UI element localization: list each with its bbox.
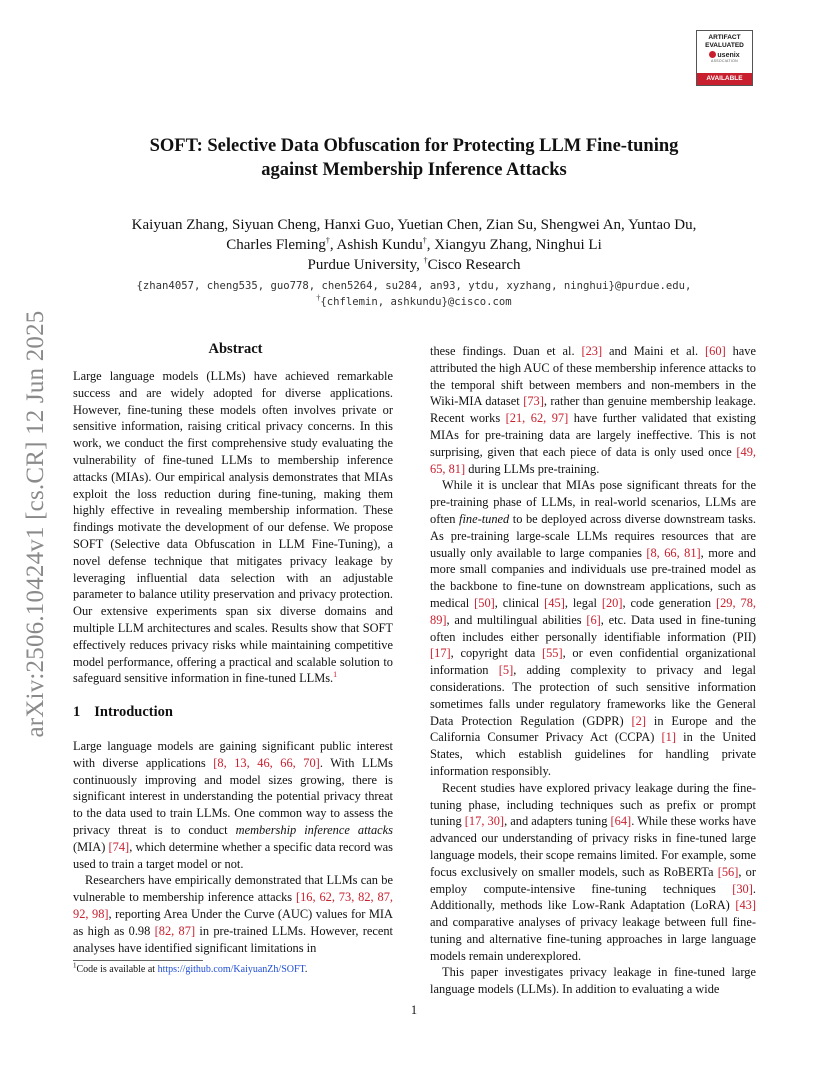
- badge-available-label: AVAILABLE: [697, 73, 752, 85]
- right-paragraph-1: [430, 343, 756, 477]
- citation-link[interactable]: [8, 13, 46, 66, 70]: [213, 755, 320, 770]
- text: in the United States, which establish guidelines for handling private information responsibly.: [430, 730, 756, 778]
- abstract-text-a: Large language models (LLMs) have achieved remarkable success and are widely adopted for diverse applications. However, fine-tuning these models often involves private or sensitive information, raising critical privacy concerns. In this work, we conduct the first comprehensive study evaluating the vulnerability of fine-tuned LLMs to membership inference attacks (MIAs). Our empirical analysis demonstrates that MIAs exploit the loss reduction during fine-tuning, making them highly effective in revealing membership information. These findings motivate the development of our defense. We propose: [73, 369, 393, 535]
- right-paragraph-2: [430, 477, 756, 779]
- footnote-text: Code is available at: [76, 964, 158, 975]
- badge-association: ASSOCIATION: [711, 59, 738, 63]
- footnote-rule: [73, 960, 203, 961]
- soft-expansion: (Selective data Obfuscation in LLM Fine-Tuning): [110, 536, 378, 551]
- citation-link[interactable]: [49, 65, 81]: [430, 444, 756, 476]
- citation-link[interactable]: [2]: [631, 713, 646, 728]
- citation-link[interactable]: [43]: [735, 898, 756, 913]
- text: , rather than genuine membership leakage. Recent works: [430, 394, 756, 426]
- text: Researchers have empirically demonstrated that LLMs can be vulnerable to membership inference attacks: [73, 873, 393, 905]
- soft-name: SOFT: [73, 536, 104, 551]
- text: to be deployed across diverse downstream tasks. As pre-training large-scale LLMs requires resources that are usually only available to large companies: [430, 511, 757, 560]
- section-number: 1: [73, 704, 81, 720]
- text: , clinical: [494, 595, 545, 610]
- abstract-paragraph: [73, 368, 393, 687]
- citation-link[interactable]: [17]: [430, 646, 451, 661]
- artifact-evaluated-badge: [696, 30, 753, 86]
- text: , more and more small companies and individuals use pre-trained model as the backbone to fine-tune on downstream applications, such as medical: [430, 545, 756, 610]
- authors-rest: , Xiangyu Zhang, Ninghui Li: [426, 237, 602, 253]
- citation-link[interactable]: [60]: [705, 344, 726, 358]
- affiliation-purdue: Purdue University,: [307, 257, 424, 273]
- abstract-heading: Abstract: [208, 341, 263, 357]
- authors-line-2: [90, 235, 738, 255]
- text: , or employ compute-intensive fine-tuning techniques: [430, 864, 756, 896]
- text: have further validated that existing MIAs for pre-training data are largely ineffective. This is not surprising, given that each piece of data is only used once: [430, 411, 756, 459]
- footnote: [73, 963, 398, 976]
- abstract-body: [73, 368, 393, 687]
- text: . Additionally, methods like Low-Rank Adaptation (LoRA): [430, 881, 756, 913]
- text: , code generation: [622, 595, 716, 610]
- email-block: [90, 278, 738, 310]
- text: have attributed the high AUC of these membership inference attacks to the temporal shift between members and non-members in the Wiki-MIA dataset: [430, 344, 756, 409]
- affiliations: [90, 255, 738, 275]
- citation-link[interactable]: [1]: [661, 730, 676, 745]
- citation-link[interactable]: [29, 78, 89]: [430, 595, 756, 627]
- citation-link[interactable]: [17, 30]: [464, 814, 505, 829]
- text: . While these works have advanced our understanding of privacy risks in fine-tuned large language models, their scope remains limited. For example, some focus exclusively on smaller models, such as RoBERTa: [430, 814, 756, 879]
- text: and comparative analyses of privacy leakage between full fine-tuning and alternative fine-tuning approaches in large language models remain underexplored.: [430, 915, 756, 963]
- intro-body-left: [73, 738, 393, 956]
- badge-line2: EVALUATED: [705, 42, 744, 49]
- citation-link[interactable]: [23]: [581, 344, 603, 358]
- dagger-mark: †: [422, 236, 427, 245]
- dagger-mark: †: [423, 256, 428, 265]
- citation-link[interactable]: [30]: [732, 881, 753, 896]
- text: , reporting Area Under the Curve (AUC) values for MIA as high as 0.98: [73, 906, 393, 938]
- section-heading-introduction: [73, 704, 187, 721]
- emphasis: fine-tuned: [459, 511, 510, 526]
- usenix-logo: [697, 51, 752, 59]
- citation-link[interactable]: [45]: [544, 595, 565, 610]
- citation-link[interactable]: [64]: [610, 814, 632, 829]
- affiliation-cisco: Cisco Research: [427, 257, 521, 273]
- email-line-1: {zhan4057, cheng535, guo778, chen5264, su284, an93, ytdu, xyzhang, ninghui}@purdue.edu,: [136, 280, 692, 292]
- author-kundu: , Ashish Kundu: [329, 237, 423, 253]
- intro-paragraph-1: [73, 738, 393, 872]
- citation-link[interactable]: [50]: [474, 595, 495, 610]
- dagger-mark: †: [316, 293, 321, 303]
- text: in pre-trained LLMs. However, recent analyses have identified significant limitations in: [73, 923, 393, 955]
- footnote-end: .: [304, 964, 308, 975]
- citation-link[interactable]: [55]: [541, 646, 563, 661]
- text: , and adapters tuning: [504, 814, 611, 829]
- citation-link[interactable]: [5]: [498, 663, 514, 678]
- text: , or even confidential organizational information: [430, 646, 756, 678]
- citation-link[interactable]: [74]: [108, 839, 130, 854]
- text: , and multilingual abilities: [446, 612, 587, 627]
- citation-link[interactable]: [16, 62, 73, 82, 87, 92, 98]: [73, 890, 393, 921]
- text: . With LLMs continuously improving and model sizes growing, there is significant interest in understanding the potential privacy threat to the data used to train LLMs. One common way to assess the privacy threat is to conduct: [73, 755, 394, 837]
- text: While it is unclear that MIAs pose significant threats for the pre-training phase of LLMs, in real-world scenarios, LLMs are often: [430, 478, 756, 526]
- emphasis: membership inference attacks: [235, 822, 393, 837]
- email-line-2-text: {chflemin, ashkundu}@cisco.com: [320, 296, 512, 308]
- text: , adding complexity to privacy and legal considerations. The protection of such sensitive information sometimes falls under regulatory frameworks like the General Data Protection Regulation (GDPR): [430, 663, 756, 728]
- text: , which determine whether a specific data record was used to train a target model or not.: [73, 839, 393, 871]
- text: in Europe and the California Consumer Privacy Act (CCPA): [430, 713, 756, 745]
- intro-paragraph-2: [73, 872, 393, 956]
- paper-title: [90, 134, 738, 182]
- usenix-dot-icon: [709, 51, 716, 58]
- citation-link[interactable]: [6]: [586, 612, 601, 627]
- code-repository-link[interactable]: https://github.com/KaiyuanZh/SOFT: [157, 964, 305, 975]
- text: and Maini et al.: [602, 344, 706, 358]
- citation-link[interactable]: [8, 66, 81]: [646, 545, 701, 560]
- text: , etc. Data used in fine-tuning often includes either personally identifiable information (PII): [430, 612, 756, 644]
- soft-name: SOFT: [362, 620, 393, 635]
- section-title: Introduction: [94, 704, 173, 720]
- text: , legal: [564, 595, 602, 610]
- text: Large language models are gaining significant public interest with diverse applications: [73, 739, 393, 770]
- badge-line1: ARTIFACT: [708, 34, 741, 41]
- usenix-logo-text: usenix: [717, 52, 740, 59]
- text: (MIA): [73, 839, 109, 854]
- text: Recent studies have explored privacy leakage during the fine-tuning phase, including techniques such as prefix or prompt tuning: [430, 780, 756, 829]
- abstract-text-c: effectively reduces privacy risks while maintaining competitive model performance, offering a practical and scalable solution to safeguard sensitive information in fine-tuned LLMs.: [73, 637, 393, 686]
- abstract-text-b: , a novel defense technique that mitigates privacy leakage by leveraging influential data selection with an adjustable parameter to balance utility preservation and privacy protection. Our extensive experiments span six diverse domains and multiple LLM architectures and scales. Results show that: [73, 536, 394, 635]
- title-line-2: against Membership Inference Attacks: [261, 160, 567, 180]
- text: , copyright data: [450, 646, 542, 661]
- title-line-1: SOFT: Selective Data Obfuscation for Protecting LLM Fine-tuning: [149, 136, 679, 156]
- right-paragraph-4: This paper investigates privacy leakage in fine-tuned large language models (LLMs). In addition to evaluating a wide: [430, 965, 756, 997]
- page-number: 1: [410, 1003, 418, 1017]
- author-fleming: Charles Fleming: [226, 237, 326, 253]
- text: during LLMs pre-training.: [465, 461, 600, 476]
- authors-line-1: Kaiyuan Zhang, Siyuan Cheng, Hanxi Guo, Yuetian Chen, Zian Su, Shengwei An, Yuntao Du,: [131, 217, 697, 233]
- dagger-mark: †: [325, 236, 330, 245]
- citation-link[interactable]: [20]: [601, 595, 623, 610]
- author-block: [90, 215, 738, 275]
- citation-link[interactable]: [82, 87]: [154, 923, 196, 938]
- arxiv-identifier-stamp: [20, 302, 52, 746]
- email-line-2: [90, 294, 738, 310]
- right-column: [430, 343, 756, 998]
- footnote-number: 1: [73, 961, 77, 970]
- right-paragraph-3: [430, 780, 756, 965]
- footnote-marker[interactable]: 1: [333, 670, 338, 680]
- text: these findings. Duan et al.: [430, 344, 582, 358]
- citation-link[interactable]: [21, 62, 97]: [505, 411, 569, 426]
- arxiv-stamp-text: arXiv:2506.10424v1 [cs.CR] 12 Jun 2025: [22, 310, 49, 738]
- citation-link[interactable]: [56]: [717, 864, 739, 879]
- citation-link[interactable]: [73]: [523, 394, 544, 409]
